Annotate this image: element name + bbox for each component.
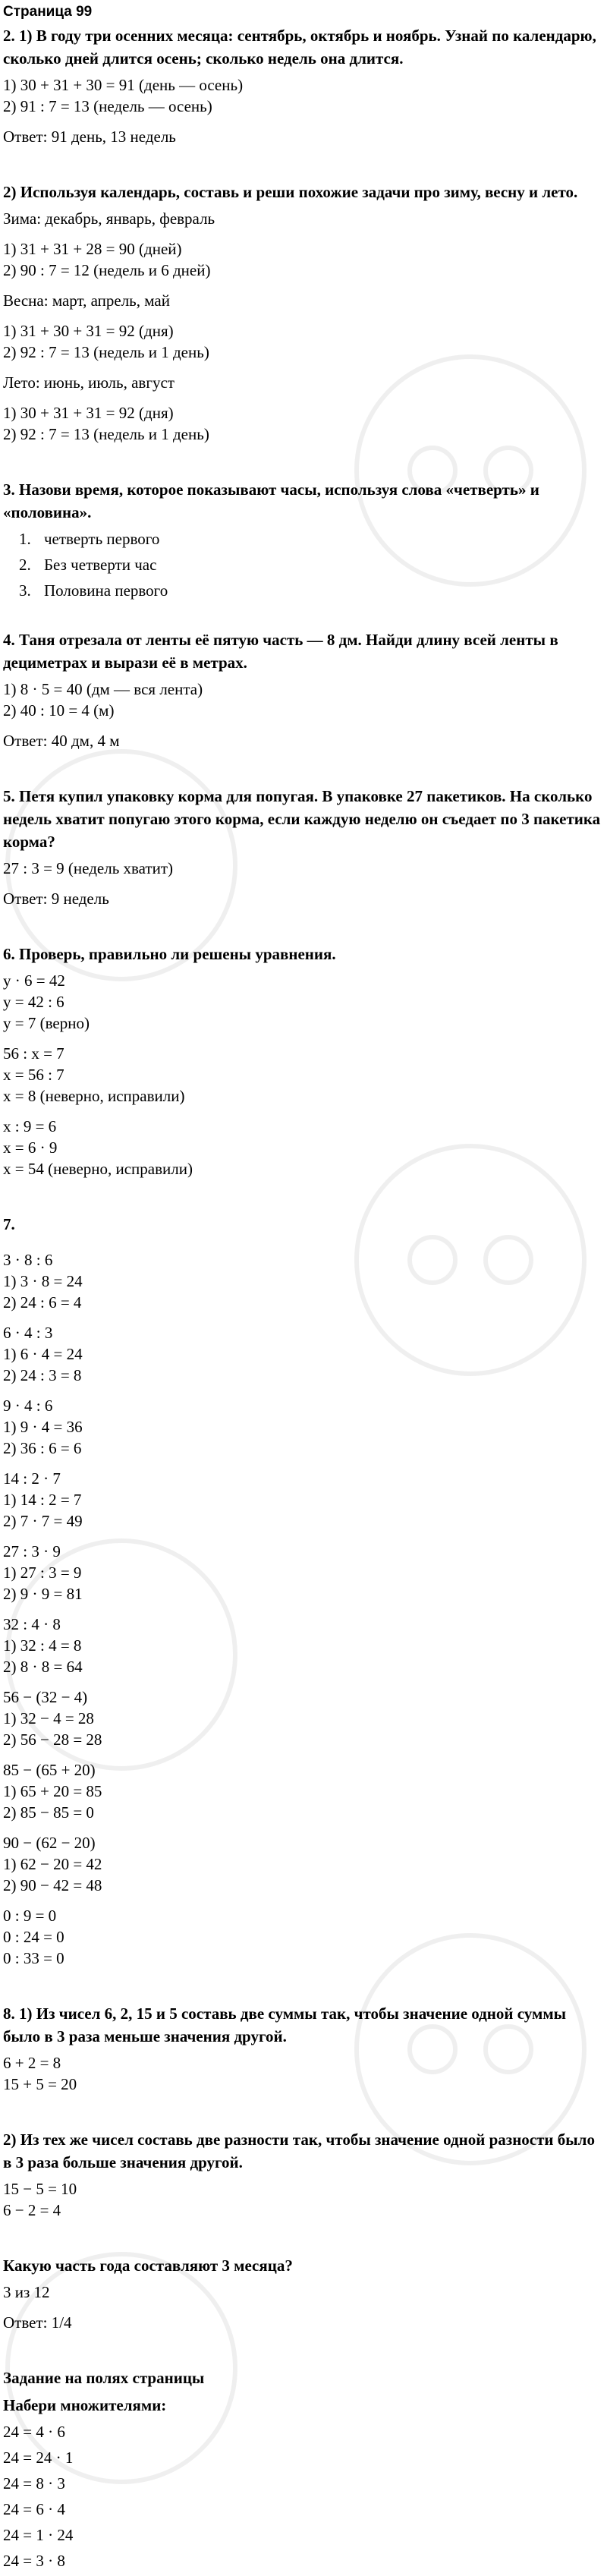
expression-line: 2) 36 : 6 = 6 — [3, 1439, 82, 1457]
equation-line: x = 54 (неверно, исправили) — [3, 1160, 193, 1178]
solution-line: 6 + 2 = 8 — [3, 2054, 61, 2072]
expression-line: 3 · 8 : 6 — [3, 1251, 53, 1269]
equation-line: x : 9 = 6 — [3, 1117, 57, 1135]
expression-line: 56 − (32 − 4) — [3, 1688, 88, 1706]
solution-line: 2) 91 : 7 = 13 (недель — осень) — [3, 97, 212, 115]
task-5 — [3, 785, 602, 909]
task-2-1 — [3, 24, 602, 147]
list-item: 3. Половина первого — [35, 580, 602, 601]
expression-line: 2) 24 : 6 = 4 — [3, 1293, 82, 1312]
task-question: 2) Из тех же чисел составь две разности так, чтобы значение одной разности было в 3 раза больше значения другой. — [3, 2130, 595, 2171]
expression-line: 85 − (65 + 20) — [3, 1761, 96, 1779]
list-item: 2. Без четверти час — [35, 554, 602, 575]
solution-line: 2) 40 : 10 = 4 (м) — [3, 701, 115, 720]
expression-line: 0 : 24 = 0 — [3, 1928, 64, 1946]
answer: Ответ: 91 день, 13 недель — [3, 128, 176, 146]
task-question: 8. 1) Из чисел 6, 2, 15 и 5 составь две суммы так, чтобы значение одной суммы было в 3 раза меньше значения другой. — [3, 2004, 567, 2045]
task-question: 3. Назови время, которое показывают часы, используя слова «четверть» и «половина». — [3, 480, 539, 521]
expression-line: 2) 90 − 42 = 48 — [3, 1876, 102, 1894]
expression-line: 0 : 33 = 0 — [3, 1949, 64, 1967]
task-2-2 — [3, 181, 602, 445]
solution-line: 6 − 2 = 4 — [3, 2201, 61, 2219]
task-question: 2. 1) В году три осенних месяца: сентябрь, октябрь и ноябрь. Узнай по календарю, сколько дней длится осень; сколько недель она длится. — [3, 27, 596, 68]
equation-line: y = 7 (верно) — [3, 1014, 90, 1032]
task-question: 4. Таня отрезала от ленты её пятую часть — 8 дм. Найди длину всей ленты в дециметрах и вырази её в метрах. — [3, 631, 558, 672]
solution-line: 15 − 5 = 10 — [3, 2180, 77, 2198]
equation-line: x = 8 (неверно, исправили) — [3, 1087, 185, 1105]
solution-line: 15 + 5 = 20 — [3, 2075, 77, 2093]
task-question: 2) Используя календарь, составь и реши похожие задачи про зиму, весну и лето. — [3, 183, 578, 201]
expression-line: 1) 62 − 20 = 42 — [3, 1855, 102, 1873]
expression-line: 90 − (62 − 20) — [3, 1834, 96, 1852]
expression-line: 1) 32 : 4 = 8 — [3, 1636, 82, 1655]
expression-line: 1) 6 · 4 = 24 — [3, 1345, 83, 1363]
expression-line: 1) 27 : 3 = 9 — [3, 1564, 82, 1582]
solution-line: 1) 8 · 5 = 40 (дм — вся лента) — [3, 680, 203, 698]
equation-line: x = 6 · 9 — [3, 1138, 58, 1157]
season-title: Зима: декабрь, январь, февраль — [3, 209, 215, 228]
expression-line: 2) 8 · 8 = 64 — [3, 1658, 83, 1676]
expression-line: 1) 14 : 2 = 7 — [3, 1491, 82, 1509]
equation-line: y = 42 : 6 — [3, 993, 64, 1011]
factor-line: 24 = 8 · 3 — [3, 2474, 65, 2493]
expression-line: 2) 9 · 9 = 81 — [3, 1585, 83, 1603]
expression-line: 2) 56 − 28 = 28 — [3, 1730, 102, 1749]
task-question: 7. — [3, 1215, 15, 1233]
page-title: Страница 99 — [3, 4, 93, 20]
solution-line: 1) 31 + 30 + 31 = 92 (дня) — [3, 322, 174, 340]
equation-line: x = 56 : 7 — [3, 1066, 64, 1084]
task-8-2 — [3, 2128, 602, 2221]
solution-line: 2) 92 : 7 = 13 (недель и 1 день) — [3, 425, 209, 443]
factor-line: 24 = 1 · 24 — [3, 2526, 74, 2544]
expression-line: 6 · 4 : 3 — [3, 1324, 53, 1342]
task-4 — [3, 628, 602, 751]
expression-line: 2) 24 : 3 = 8 — [3, 1366, 82, 1384]
factor-line: 24 = 3 · 8 — [3, 2552, 65, 2570]
equation-line: y · 6 = 42 — [3, 972, 65, 990]
list-item: 1. четверть первого — [35, 528, 602, 550]
expression-line: 1) 32 − 4 = 28 — [3, 1709, 94, 1727]
solution-line: 3 из 12 — [3, 2283, 50, 2301]
answer: Ответ: 9 недель — [3, 890, 109, 908]
expression-line: 27 : 3 · 9 — [3, 1542, 61, 1560]
margin-task-subtitle: Набери множителями: — [3, 2396, 167, 2414]
solution-line: 1) 30 + 31 + 30 = 91 (день — осень) — [3, 76, 244, 94]
expression-line: 1) 3 · 8 = 24 — [3, 1272, 83, 1290]
factor-line: 24 = 6 · 4 — [3, 2500, 65, 2518]
task-question: Какую часть года составляют 3 месяца? — [3, 2256, 293, 2275]
answer: Ответ: 40 дм, 4 м — [3, 732, 120, 750]
expression-line: 2) 85 − 85 = 0 — [3, 1803, 94, 1822]
margin-task — [3, 2367, 602, 2571]
expression-line: 1) 65 + 20 = 85 — [3, 1782, 102, 1800]
task-7 — [3, 1213, 602, 1969]
factor-line: 24 = 24 · 1 — [3, 2448, 74, 2467]
solution-line: 2) 92 : 7 = 13 (недель и 1 день) — [3, 343, 209, 361]
task-3 — [3, 478, 602, 601]
expression-line: 2) 7 · 7 = 49 — [3, 1512, 83, 1530]
task-question: 6. Проверь, правильно ли решены уравнения. — [3, 945, 336, 963]
task-year-part — [3, 2254, 602, 2333]
margin-task-title: Задание на полях страницы — [3, 2369, 205, 2387]
solution-line: 2) 90 : 7 = 12 (недель и 6 дней) — [3, 261, 211, 279]
solution-line: 27 : 3 = 9 (недель хватит) — [3, 859, 174, 877]
expression-line: 1) 9 · 4 = 36 — [3, 1418, 83, 1436]
task-6 — [3, 943, 602, 1179]
expression-line: 14 : 2 · 7 — [3, 1469, 61, 1488]
season-title: Весна: март, апрель, май — [3, 291, 170, 310]
expression-line: 32 : 4 · 8 — [3, 1615, 61, 1633]
answer-list — [3, 528, 602, 601]
solution-line: 1) 30 + 31 + 31 = 92 (дня) — [3, 404, 174, 422]
expression-line: 0 : 9 = 0 — [3, 1907, 57, 1925]
equation-line: 56 : x = 7 — [3, 1044, 64, 1063]
season-title: Лето: июнь, июль, август — [3, 373, 175, 392]
task-question: 5. Петя купил упаковку корма для попугая. В упаковке 27 пакетиков. На сколько недель хватит попугаю этого корма, если каждую неделю он съедает по 3 пакетика корма? — [3, 787, 601, 851]
factor-line: 24 = 4 · 6 — [3, 2423, 65, 2441]
answer: Ответ: 1/4 — [3, 2313, 72, 2332]
task-8-1 — [3, 2002, 602, 2095]
solution-line: 1) 31 + 31 + 28 = 90 (дней) — [3, 240, 182, 258]
expression-line: 9 · 4 : 6 — [3, 1397, 53, 1415]
